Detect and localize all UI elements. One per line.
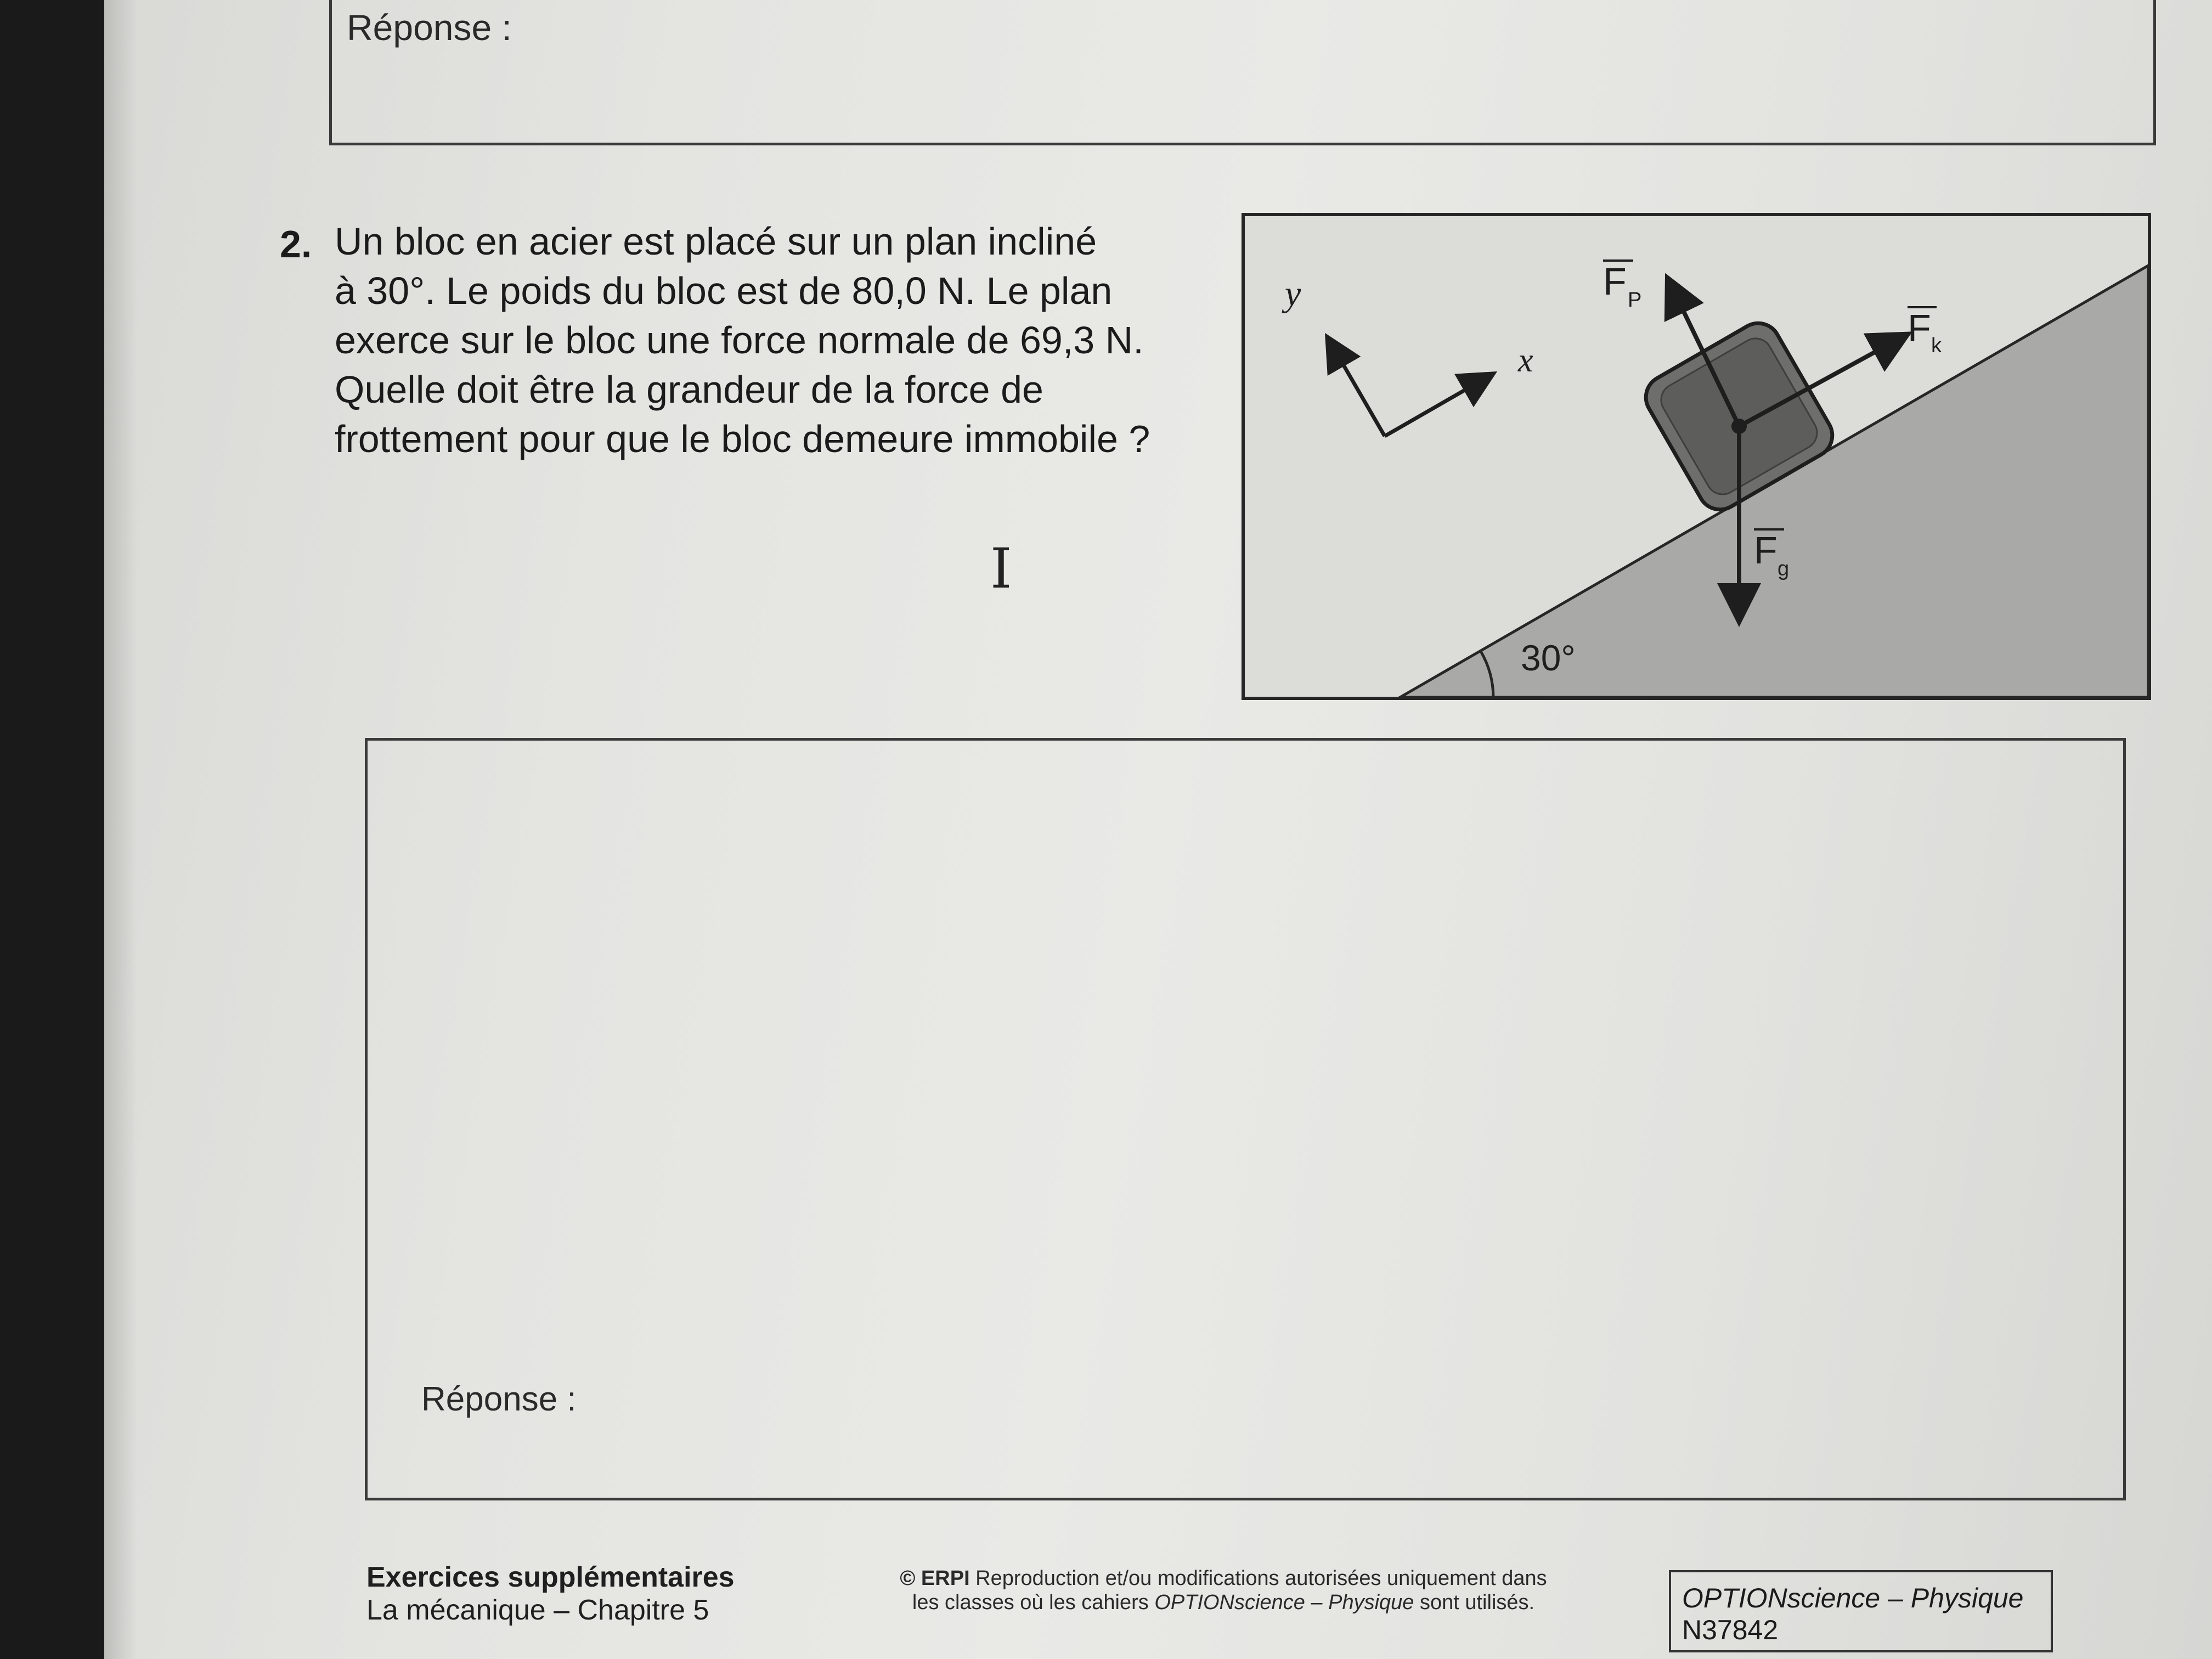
top-answer-label: Réponse : [347,7,512,48]
question-line: à 30°. Le poids du bloc est de 80,0 N. Le plan [335,269,1113,312]
question-line: Un bloc en acier est placé sur un plan incliné [335,220,1097,263]
copyright-text-2a: les classes où les cahiers [912,1591,1155,1614]
question-number: 2. [280,223,312,266]
force-g-label: F [1754,529,1778,572]
question-text [335,217,1201,464]
question-line: Quelle doit être la grandeur de la force de [335,368,1043,411]
force-k-subscript: k [1931,334,1942,357]
answer-label: Réponse : [421,1380,577,1418]
series-name: OPTIONscience – Physique [1682,1583,2024,1613]
question-line: frottement pour que le bloc demeure immobile ? [335,417,1150,460]
footer-subtitle: La mécanique – Chapitre 5 [366,1594,709,1626]
footer-title: Exercices supplémentaires [366,1561,735,1593]
text-cursor-icon: I [990,537,1012,601]
force-g-subscript: g [1778,557,1790,580]
footer-copyright [867,1566,1580,1615]
top-answer-box[interactable] [329,0,2156,145]
answer-box[interactable] [365,738,2126,1500]
axis-y-label: y [1285,274,1301,314]
force-p-label: F [1603,260,1627,303]
footer-chapter-info [366,1561,735,1627]
question-line: exerce sur le bloc une force normale de 69,3 N. [335,319,1144,362]
incline-diagram [1241,212,2152,701]
copyright-mark: © ERPI [900,1567,970,1590]
axis-x-label: x [1518,342,1533,379]
series-code: N37842 [1682,1615,1779,1645]
force-p-subscript: P [1628,289,1642,312]
copyright-text-1: Reproduction et/ou modifications autorisées uniquement dans [969,1567,1547,1590]
copyright-text-2c: sont utilisés. [1414,1591,1535,1614]
force-k-label: F [1908,307,1931,349]
footer-series-box [1669,1570,2053,1652]
angle-label: 30° [1521,637,1576,678]
copyright-text-2b: OPTIONscience – Physique [1154,1591,1414,1614]
